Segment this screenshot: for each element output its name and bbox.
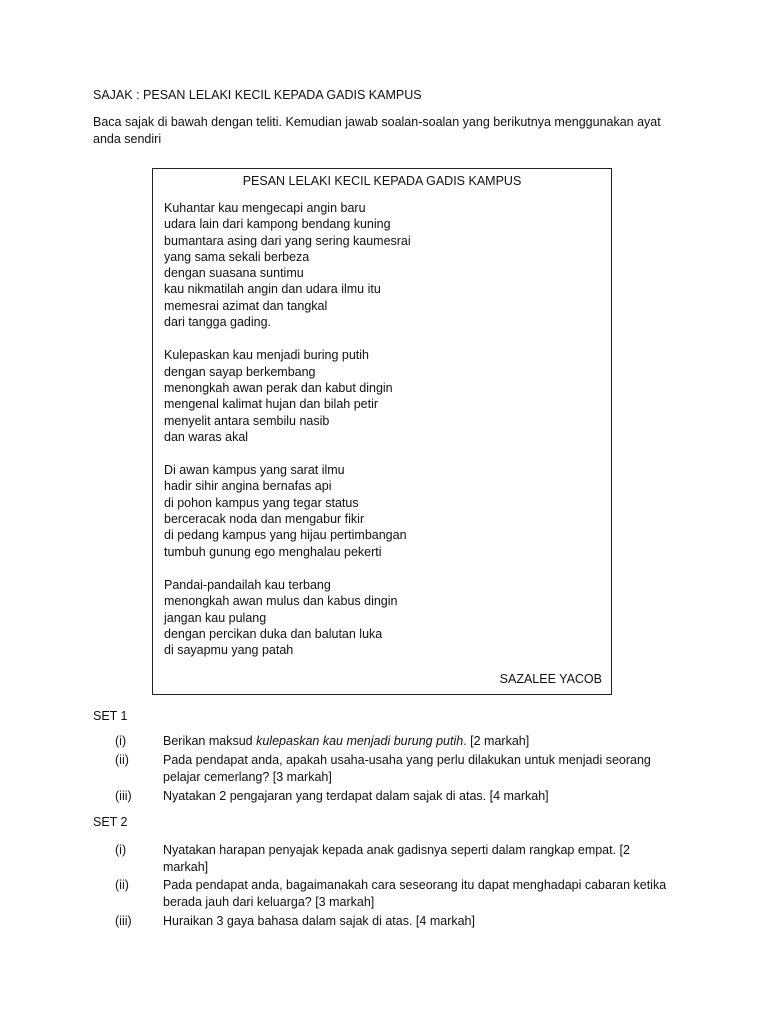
poem-stanza [164,200,411,330]
question-number: (iii) [115,789,132,803]
set-1-question-3 [93,788,673,805]
poem-stanzas [164,200,411,675]
poem-line: udara lain dari kampong bendang kuning [164,217,391,232]
quoted-poem-line: kulepaskan kau menjadi burung putih [256,734,464,748]
poem-line: menongkah awan perak dan kabut dingin [164,380,393,395]
poem-line: menyelit antara sembilu nasib [164,413,330,428]
question-number: (ii) [115,878,129,892]
question-text: Huraikan 3 gaya bahasa dalam sajak di atas. [4 markah] [163,914,475,928]
poem-title: PESAN LELAKI KECIL KEPADA GADIS KAMPUS [242,174,522,188]
question-text: Nyatakan 2 pengajaran yang terdapat dalam sajak di atas. [4 markah] [163,789,549,803]
poem-line: jangan kau pulang [164,610,267,625]
set-2-title: SET 2 [93,815,128,829]
question-text: Pada pendapat anda, apakah usaha-usaha yang perlu dilakukan untuk menjadi seorang pelajar cemerlang? [3 markah] [163,753,651,784]
question-text: Berikan maksud kulepaskan kau menjadi burung putih. [2 markah] [163,734,530,748]
set-1-question-1 [93,733,673,750]
poem-line: mengenal kalimat hujan dan bilah petir [164,397,379,412]
poem-line: dengan sayap berkembang [164,364,316,379]
poem-line: yang sama sekali berbeza [164,249,310,264]
question-number: (ii) [115,753,129,767]
poem-line: kau nikmatilah angin dan udara ilmu itu [164,282,381,297]
poem-line: menongkah awan mulus dan kabus dingin [164,594,398,609]
poem-line: dan waras akal [164,429,249,444]
poem-line: Kuhantar kau mengecapi angin baru [164,201,366,215]
question-number: (iii) [115,914,132,928]
poem-stanza [164,462,411,560]
document-heading: SAJAK : PESAN LELAKI KECIL KEPADA GADIS KAMPUS [93,88,422,102]
poem-line: bumantara asing dari yang sering kaumesrai [164,233,411,248]
poem-line: di pohon kampus yang tegar status [164,495,359,510]
instruction-text: Baca sajak di bawah dengan teliti. Kemudian jawab soalan-soalan yang berikutnya menggunakan ayat anda sendiri [93,115,661,146]
poem-line: dari tangga gading. [164,315,272,330]
question-number: (i) [115,843,127,857]
poem-line: di sayapmu yang patah [164,643,294,658]
poem-line: memesrai azimat dan tangkal [164,298,328,313]
poem-author: SAZALEE YACOB [499,672,602,686]
poem-line: dengan suasana suntimu [164,266,304,281]
poem-line: Kulepaskan kau menjadi buring putih [164,348,369,363]
poem-stanza [164,577,411,658]
poem-box [152,168,612,695]
poem-line: Pandai-pandailah kau terbang [164,577,331,592]
set-2-question-2 [93,877,673,911]
set-1-question-2 [93,752,673,786]
poem-line: tumbuh gunung ego menghalau pekerti [164,544,382,559]
poem-line: berceracak noda dan mengabur fikir [164,512,365,527]
poem-line: hadir sihir angina bernafas api [164,479,332,494]
set-2-question-3 [93,913,673,930]
poem-stanza [164,347,411,445]
poem-line: dengan percikan duka dan balutan luka [164,626,383,641]
set-1-title: SET 1 [93,709,128,723]
set-2-question-1 [93,842,673,876]
question-number: (i) [115,734,127,748]
question-text: Nyatakan harapan penyajak kepada anak gadisnya seperti dalam rangkap empat. [2 markah] [163,843,630,874]
poem-line: di pedang kampus yang hijau pertimbangan [164,528,407,543]
question-text: Pada pendapat anda, bagaimanakah cara seseorang itu dapat menghadapi cabaran ketika berada jauh dari keluarga? [3 markah] [163,878,667,909]
poem-line: Di awan kampus yang sarat ilmu [164,463,345,478]
